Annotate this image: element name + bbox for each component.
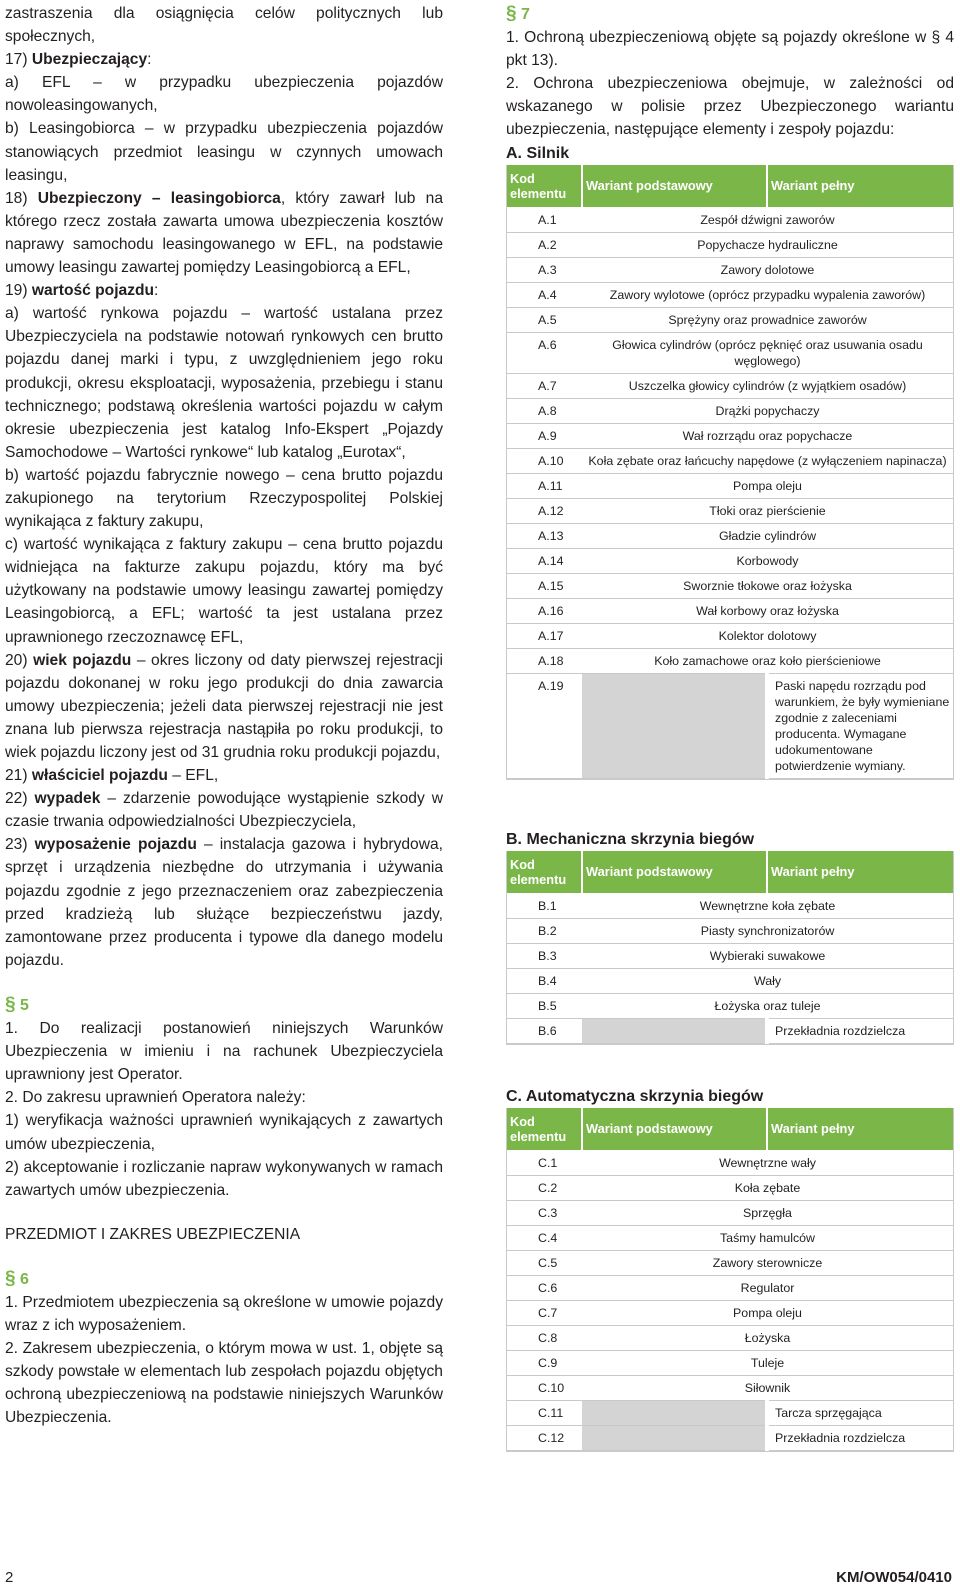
table-row (507, 968, 953, 993)
table-row (507, 207, 953, 232)
section-a-title: A. Silnik (506, 144, 570, 162)
table-row (507, 398, 953, 423)
table-row (507, 1225, 953, 1250)
basic-variant-excluded-cell (582, 1018, 767, 1043)
element-code: A.14 (507, 548, 582, 573)
element-description: Wały (582, 968, 953, 993)
definition-23: 23) wyposażenie pojazdu – instalacja gazowa i hybrydowa, sprzęt i urządzenia niezbędne do utrzymania i używania pojazdu zgodnie z jego przeznaczeniem oraz zabezpieczenia przed kradzieżą lub służące bezpieczeństwu jazdy, zamontowane przez producenta i typowe dla danego modelu pojazdu. (5, 836, 443, 969)
definition-17: 17) Ubezpieczający: (5, 51, 152, 69)
element-code: B.6 (507, 1018, 582, 1043)
header-basic: Wariant podstawowy (582, 1108, 767, 1151)
section-7-point-1: 1. Ochroną ubezpieczeniową objęte są pojazdy określone w § 4 pkt 13). (506, 29, 954, 70)
element-description: Wał korbowy oraz łożyska (582, 598, 953, 623)
element-description: Paski napędu rozrządu pod warunkiem, że były wymieniane zgodnie z zaleceniami producenta. Wymagane udokumentowane potwierdzenie wymiany. (767, 673, 953, 778)
element-code: B.2 (507, 918, 582, 943)
element-description: Łożyska oraz tuleje (582, 993, 953, 1018)
table-row (507, 1325, 953, 1350)
element-code: A.6 (507, 332, 582, 373)
element-description: Koło zamachowe oraz koło pierścieniowe (582, 648, 953, 673)
section-7-point-2: 2. Ochrona ubezpieczeniowa obejmuje, w zależności od wskazanego w polisie przez Ubezpieczonego wariantu ubezpieczenia, następujące elementy i zespoły pojazdu: (506, 75, 954, 139)
table-row (507, 473, 953, 498)
section-5-point-2: 2. Do zakresu uprawnień Operatora należy: (5, 1089, 306, 1107)
element-code: B.3 (507, 943, 582, 968)
element-code: A.8 (507, 398, 582, 423)
element-code: A.19 (507, 673, 582, 778)
table-a-wrapper (506, 165, 954, 780)
chapter-heading: PRZEDMIOT I ZAKRES UBEZPIECZENIA (5, 1225, 301, 1243)
section-5-point-2-2: 2) akceptowanie i rozliczanie napraw wykonywanych w ramach zawartych umów ubezpieczenia. (5, 1158, 443, 1199)
element-code: A.13 (507, 523, 582, 548)
element-description: Sworznie tłokowe oraz łożyska (582, 573, 953, 598)
element-code: A.15 (507, 573, 582, 598)
table-row (507, 307, 953, 332)
table-row (507, 498, 953, 523)
element-description: Wewnętrzne wały (582, 1150, 953, 1175)
element-code: A.2 (507, 232, 582, 257)
paragraph-sign-icon: § (5, 993, 16, 1015)
element-description: Popychacze hydrauliczne (582, 232, 953, 257)
table-row (507, 423, 953, 448)
table-row (507, 1375, 953, 1400)
element-description: Zawory sterownicze (582, 1250, 953, 1275)
element-description: Wybieraki suwakowe (582, 943, 953, 968)
header-code: Kod elementu (507, 1108, 582, 1151)
element-code: C.3 (507, 1200, 582, 1225)
table-b-wrapper (506, 851, 954, 1045)
table-row (507, 1300, 953, 1325)
definition-19: 19) wartość pojazdu: (5, 282, 159, 300)
element-code: A.7 (507, 373, 582, 398)
element-description: Sprężyny oraz prowadnice zaworów (582, 307, 953, 332)
table-row (507, 1350, 953, 1375)
table-row (507, 232, 953, 257)
paragraph-sign-icon: § (506, 3, 517, 24)
element-description: Piasty synchronizatorów (582, 918, 953, 943)
table-row (507, 993, 953, 1018)
right-column (506, 2, 954, 1452)
automatic-gearbox-parts-table (507, 1108, 953, 1451)
definition-term: Ubezpieczony – leasingobiorca (37, 189, 281, 207)
element-description: Przekładnia rozdzielcza (767, 1425, 953, 1450)
element-description: Wewnętrzne koła zębate (582, 893, 953, 918)
manual-gearbox-parts-table (507, 851, 953, 1044)
definition-18: 18) Ubezpieczony – leasingobiorca, który zawarł lub na którego rzecz została zawarta umowa ubezpieczenia kosztów naprawy samochodu leasingowanego w EFL, na podstawie umowy leasingu zawartej pomiędzy Leasingobiorcą a EFL, (5, 189, 444, 277)
element-code: C.1 (507, 1150, 582, 1175)
element-description: Korbowody (582, 548, 953, 573)
element-description: Koła zębate (582, 1175, 953, 1200)
element-description: Uszczelka głowicy cylindrów (z wyjątkiem osadów) (582, 373, 953, 398)
engine-parts-table (507, 165, 953, 779)
section-b-title: B. Mechaniczna skrzynia biegów (506, 830, 755, 848)
definition-19-b: b) wartość pojazdu fabrycznie nowego – cena brutto pojazdu zakupionego na terytorium Rzeczypospolitej Polskiej wynikająca z faktury zakupu, (5, 466, 443, 531)
definition-term: wiek pojazdu (33, 651, 132, 669)
definition-22: 22) wypadek – zdarzenie powodujące wystąpienie szkody w czasie trwania odpowiedzialności Ubezpieczyciela, (5, 790, 443, 831)
element-code: A.1 (507, 207, 582, 232)
definition-19-a: a) wartość rynkowa pojazdu – wartość ustalana przez Ubezpieczyciela na podstawie notowań rynkowych cen brutto pojazdu danej marki i typu, z uwzględnieniem jego roku produkcji, okresu eksploatacji, wyposażenia, przebiegu i stanu technicznego; podstawą określenia wartości pojazdu w całym okresie ubezpieczenia jest katalog Info-Ekspert „Pojazdy Samochodowe – Wartości rynkowe“ lub katalog „Eurotax“, (5, 305, 443, 461)
element-code: B.4 (507, 968, 582, 993)
table-header-row (507, 165, 953, 208)
table-row (507, 548, 953, 573)
element-description: Łożyska (582, 1325, 953, 1350)
element-description: Pompa oleju (582, 1300, 953, 1325)
section-6-point-2: 2. Zakresem ubezpieczenia, o którym mowa w ust. 1, objęte są szkody powstałe w elementach lub zespołach pojazdu objętych ochroną ubezpieczeniową na podstawie niniejszych Warunków Ubezpieczenia. (5, 1340, 443, 1427)
definition-term: wypadek (34, 790, 101, 808)
table-row-full-variant (507, 1400, 953, 1425)
table-row (507, 1250, 953, 1275)
table-header-row (507, 851, 953, 894)
table-row (507, 943, 953, 968)
table-row (507, 257, 953, 282)
page-number: 2 (5, 1569, 14, 1586)
definition-19-c: c) wartość wynikająca z faktury zakupu – cena brutto pojazdu widniejąca na fakturze zakupu pojazdu, który ma być użytkowany na podstawie umowy leasingu zawartej pomiędzy Leasingobiorcą, a EFL; wartość ta jest ustalana przez uprawnionego rzeczoznawcę EFL, (5, 536, 443, 646)
table-row-full-variant (507, 1018, 953, 1043)
table-row (507, 623, 953, 648)
table-row (507, 523, 953, 548)
basic-variant-excluded-cell (582, 673, 767, 778)
element-code: C.7 (507, 1300, 582, 1325)
definition-21: 21) właściciel pojazdu – EFL, (5, 767, 219, 785)
element-code: C.12 (507, 1425, 582, 1450)
element-description: Regulator (582, 1275, 953, 1300)
section-6-point-1: 1. Przedmiotem ubezpieczenia są określone w umowie pojazdy wraz z ich wyposażeniem. (5, 1293, 443, 1335)
element-description: Zespół dźwigni zaworów (582, 207, 953, 232)
table-row (507, 1275, 953, 1300)
element-description: Tłoki oraz pierścienie (582, 498, 953, 523)
section-7-heading: § 7 (506, 3, 530, 24)
definition-17-b: b) Leasingobiorca – w przypadku ubezpieczenia pojazdów stanowiących przedmiot leasingu w czynnych umowach leasingu, (5, 120, 443, 184)
header-full: Wariant pełny (767, 165, 953, 208)
element-description: Tarcza sprzęgająca (767, 1400, 953, 1425)
element-description: Taśmy hamulców (582, 1225, 953, 1250)
table-row (507, 448, 953, 473)
element-code: A.18 (507, 648, 582, 673)
table-row (507, 598, 953, 623)
table-c-wrapper (506, 1108, 954, 1452)
element-description: Przekładnia rozdzielcza (767, 1018, 953, 1043)
element-code: A.10 (507, 448, 582, 473)
table-row (507, 373, 953, 398)
table-row-full-variant (507, 673, 953, 778)
header-code: Kod elementu (507, 851, 582, 894)
element-code: C.9 (507, 1350, 582, 1375)
document-code: KM/OW054/0410 (836, 1569, 952, 1586)
basic-variant-excluded-cell (582, 1425, 767, 1450)
element-code: C.10 (507, 1375, 582, 1400)
section-5-heading: § 5 (5, 993, 29, 1015)
header-full: Wariant pełny (767, 851, 953, 894)
table-row (507, 1175, 953, 1200)
element-code: A.9 (507, 423, 582, 448)
definition-17-a: a) EFL – w przypadku ubezpieczenia pojazdów nowoleasingowanych, (5, 74, 443, 115)
paragraph-sign-icon: § (5, 1267, 16, 1289)
element-code: A.12 (507, 498, 582, 523)
table-row (507, 1150, 953, 1175)
section-6-heading: § 6 (5, 1267, 29, 1289)
element-code: A.5 (507, 307, 582, 332)
header-code: Kod elementu (507, 165, 582, 208)
element-code: A.4 (507, 282, 582, 307)
element-code: C.5 (507, 1250, 582, 1275)
table-header-row (507, 1108, 953, 1151)
table-row (507, 332, 953, 373)
header-basic: Wariant podstawowy (582, 851, 767, 894)
element-description: Zawory dolotowe (582, 257, 953, 282)
section-5-point-2-1: 1) weryfikacja ważności uprawnień wynikających z zawartych umów ubezpieczenia, (5, 1112, 443, 1153)
element-description: Głowica cylindrów (oprócz pęknięć oraz usuwania osadu węglowego) (582, 332, 953, 373)
definition-16-continuation: zastraszenia dla osiągnięcia celów politycznych lub społecznych, (5, 5, 443, 46)
element-code: B.1 (507, 893, 582, 918)
element-code: B.5 (507, 993, 582, 1018)
header-full: Wariant pełny (767, 1108, 953, 1151)
element-description: Sprzęgła (582, 1200, 953, 1225)
element-description: Siłownik (582, 1375, 953, 1400)
element-code: C.2 (507, 1175, 582, 1200)
definition-term: Ubezpieczający (31, 51, 148, 69)
table-row (507, 573, 953, 598)
section-5-point-1: 1. Do realizacji postanowień niniejszych Warunków Ubezpieczenia w imieniu i na rachunek Ubezpieczyciela uprawniony jest Operator. (5, 1020, 443, 1084)
table-row (507, 282, 953, 307)
element-description: Pompa oleju (582, 473, 953, 498)
element-code: C.8 (507, 1325, 582, 1350)
definition-term: wyposażenie pojazdu (34, 836, 197, 854)
element-description: Tuleje (582, 1350, 953, 1375)
element-description: Gładzie cylindrów (582, 523, 953, 548)
element-description: Zawory wylotowe (oprócz przypadku wypalenia zaworów) (582, 282, 953, 307)
element-code: A.17 (507, 623, 582, 648)
table-row (507, 918, 953, 943)
section-c-title: C. Automatyczna skrzynia biegów (506, 1087, 764, 1105)
element-code: C.4 (507, 1225, 582, 1250)
basic-variant-excluded-cell (582, 1400, 767, 1425)
element-code: C.6 (507, 1275, 582, 1300)
element-description: Wał rozrządu oraz popychacze (582, 423, 953, 448)
definition-20: 20) wiek pojazdu – okres liczony od daty pierwszej rejestracji pojazdu dokonanej w roku jego produkcji do dnia zawarcia umowy ubezpieczenia; jeżeli data pierwszej rejestracji nie jest znana lub pierwsza rejestracja nastąpiła po roku produkcji, to wiek pojazdu liczony jest od 31 grudnia roku produkcji pojazdu, (5, 651, 444, 761)
element-code: A.3 (507, 257, 582, 282)
table-row (507, 893, 953, 918)
definition-term: właściciel pojazdu (31, 767, 168, 785)
element-description: Kolektor dolotowy (582, 623, 953, 648)
element-code: A.11 (507, 473, 582, 498)
element-code: C.11 (507, 1400, 582, 1425)
definition-term: wartość pojazdu (31, 282, 155, 300)
header-basic: Wariant podstawowy (582, 165, 767, 208)
table-row (507, 648, 953, 673)
element-code: A.16 (507, 598, 582, 623)
element-description: Drążki popychaczy (582, 398, 953, 423)
table-row (507, 1200, 953, 1225)
left-column (5, 2, 443, 1430)
element-description: Koła zębate oraz łańcuchy napędowe (z wyłączeniem napinacza) (582, 448, 953, 473)
table-row-full-variant (507, 1425, 953, 1450)
